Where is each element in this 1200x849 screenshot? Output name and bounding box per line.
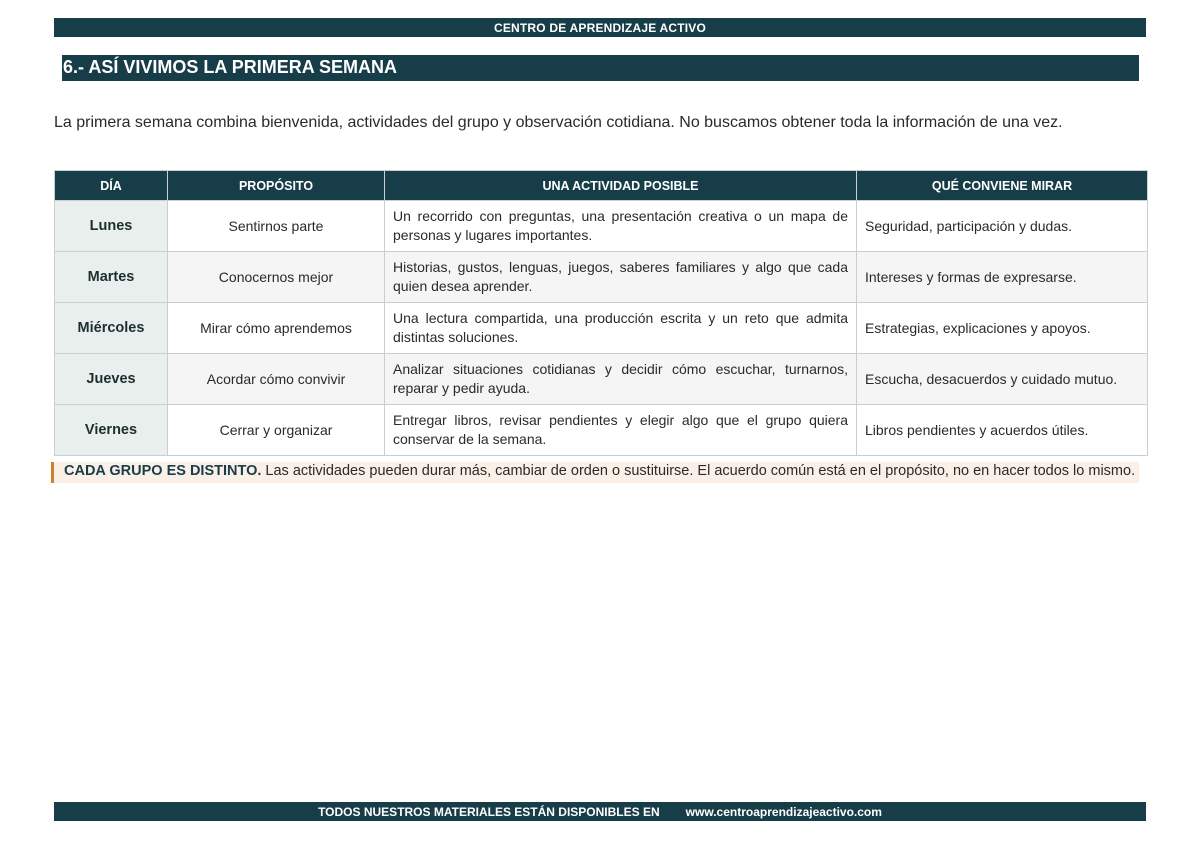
- header-actividad: UNA ACTIVIDAD POSIBLE: [385, 171, 857, 201]
- table-row: [55, 303, 1148, 354]
- table-row: [55, 252, 1148, 303]
- weekly-plan-table: [54, 170, 1148, 456]
- cell-actividad: Entregar libros, revisar pendientes y elegir algo que el grupo quiera conservar de la semana.: [385, 405, 857, 456]
- footer-text: TODOS NUESTROS MATERIALES ESTÁN DISPONIBLES EN: [318, 805, 660, 819]
- intro-paragraph: La primera semana combina bienvenida, actividades del grupo y observación cotidiana. No buscamos obtener toda la información de una vez.: [54, 114, 1063, 131]
- cell-mirar: Escucha, desacuerdos y cuidado mutuo.: [857, 354, 1148, 405]
- callout-lead: CADA GRUPO ES DISTINTO.: [64, 463, 262, 479]
- table-row: [55, 201, 1148, 252]
- header-bar: CENTRO DE APRENDIZAJE ACTIVO: [54, 18, 1146, 37]
- table-row: [55, 405, 1148, 456]
- cell-dia: Viernes: [55, 405, 168, 456]
- cell-actividad: Una lectura compartida, una producción escrita y un reto que admita distintas soluciones.: [385, 303, 857, 354]
- cell-proposito: Cerrar y organizar: [168, 405, 385, 456]
- cell-proposito: Mirar cómo aprendemos: [168, 303, 385, 354]
- cell-mirar: Libros pendientes y acuerdos útiles.: [857, 405, 1148, 456]
- cell-actividad: Historias, gustos, lenguas, juegos, saberes familiares y algo que cada quien desea aprender.: [385, 252, 857, 303]
- cell-mirar: Seguridad, participación y dudas.: [857, 201, 1148, 252]
- callout-text: Las actividades pueden durar más, cambiar de orden o sustituirse. El acuerdo común está en el propósito, no en hacer todos lo mismo.: [261, 463, 1136, 479]
- cell-dia: Jueves: [55, 354, 168, 405]
- footer-bar: [54, 802, 1146, 821]
- footer-url[interactable]: www.centroaprendizajeactivo.com: [685, 805, 882, 819]
- cell-actividad: Un recorrido con preguntas, una presentación creativa o un mapa de personas y lugares importantes.: [385, 201, 857, 252]
- cell-proposito: Conocernos mejor: [168, 252, 385, 303]
- callout-note: [51, 462, 1139, 483]
- cell-dia: Miércoles: [55, 303, 168, 354]
- cell-mirar: Estrategias, explicaciones y apoyos.: [857, 303, 1148, 354]
- table-row: [55, 354, 1148, 405]
- cell-actividad: Analizar situaciones cotidianas y decidir cómo escuchar, turnarnos, reparar y pedir ayuda.: [385, 354, 857, 405]
- header-mirar: QUÉ CONVIENE MIRAR: [857, 171, 1148, 201]
- cell-dia: Lunes: [55, 201, 168, 252]
- cell-mirar: Intereses y formas de expresarse.: [857, 252, 1148, 303]
- table-header-row: [55, 171, 1148, 201]
- cell-dia: Martes: [55, 252, 168, 303]
- header-dia: DÍA: [55, 171, 168, 201]
- cell-proposito: Sentirnos parte: [168, 201, 385, 252]
- section-title: 6.- ASÍ VIVIMOS LA PRIMERA SEMANA: [62, 55, 1139, 81]
- header-proposito: PROPÓSITO: [168, 171, 385, 201]
- cell-proposito: Acordar cómo convivir: [168, 354, 385, 405]
